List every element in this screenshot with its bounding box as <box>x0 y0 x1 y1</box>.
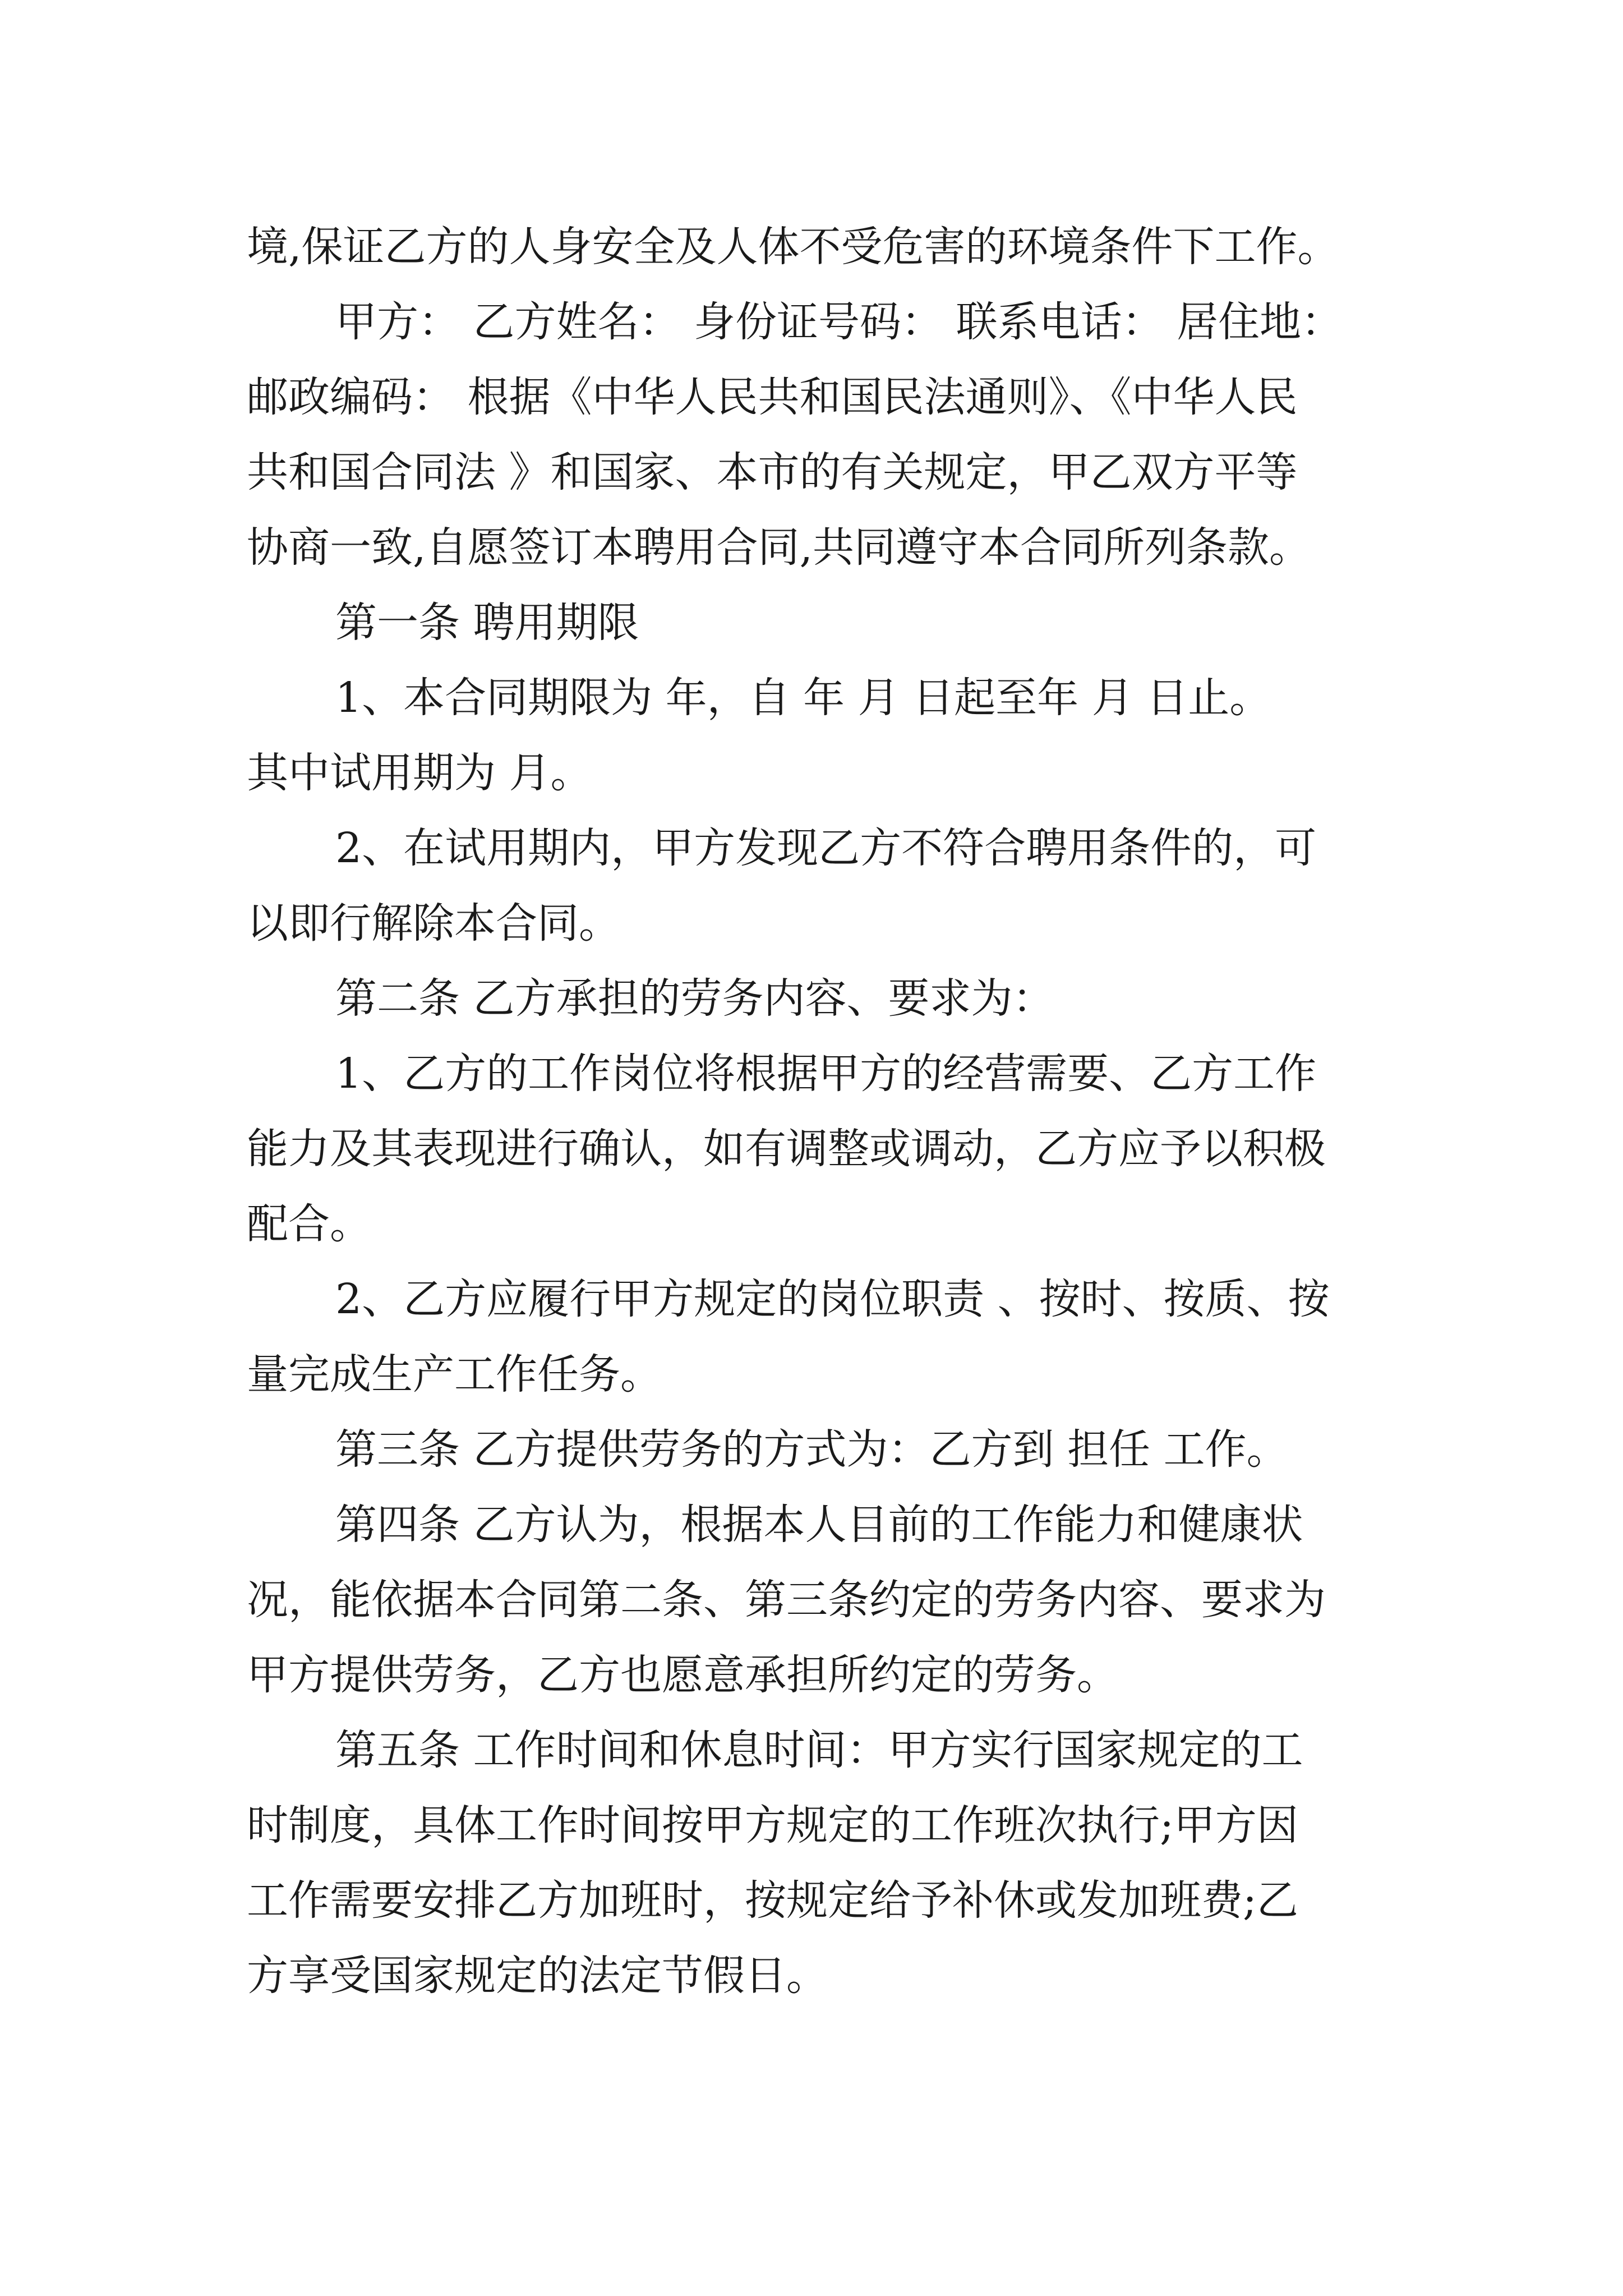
text-line: 工作需要安排乙方加班时，按规定给予补休或发加班费;乙 <box>247 1876 1298 1925</box>
text-line: 以即行解除本合同。 <box>247 899 620 947</box>
text-line: 第一条 聘用期限 <box>335 599 639 647</box>
text-line: 第二条 乙方承担的劳务内容、要求为： <box>335 974 1054 1023</box>
text-line: 1、本合同期限为 年，自 年 月 日起至年 月 日止。 <box>335 674 1271 722</box>
text-line: 共和国合同法 》和国家、本市的有关规定，甲乙双方平等 <box>247 448 1298 496</box>
text-line: 配合。 <box>247 1200 371 1248</box>
text-line: 第四条 乙方认为，根据本人目前的工作能力和健康状 <box>335 1501 1303 1549</box>
text-line: 2、乙方应履行甲方规定的岗位职责 、按时、按质、按 <box>335 1275 1330 1323</box>
text-line: 方享受国家规定的法定节假日。 <box>247 1952 828 2000</box>
text-line: 境,保证乙方的人身安全及人体不受危害的环境条件下工作。 <box>247 223 1339 271</box>
text-line: 1、乙方的工作岗位将根据甲方的经营需要、乙方工作 <box>335 1050 1317 1098</box>
text-line: 甲方： 乙方姓名： 身份证号码： 联系电话： 居住地： <box>335 298 1343 346</box>
text-line: 第三条 乙方提供劳务的方式为：乙方到 担任 工作。 <box>335 1425 1288 1474</box>
text-line: 协商一致,自愿签订本聘用合同,共同遵守本合同所列条款。 <box>247 523 1311 572</box>
text-line: 第五条 工作时间和休息时间：甲方实行国家规定的工 <box>335 1726 1303 1774</box>
text-line: 时制度，具体工作时间按甲方规定的工作班次执行;甲方因 <box>247 1801 1298 1849</box>
text-line: 甲方提供劳务，乙方也愿意承担所约定的劳务。 <box>247 1651 1118 1699</box>
text-line: 2、在试用期内，甲方发现乙方不符合聘用条件的，可 <box>335 824 1317 872</box>
text-line: 其中试用期为 月。 <box>247 749 592 797</box>
text-line: 量完成生产工作任务。 <box>247 1350 662 1398</box>
text-line: 能力及其表现进行确认，如有调整或调动，乙方应予以积极 <box>247 1125 1326 1173</box>
text-line: 况，能依据本合同第二条、第三条约定的劳务内容、要求为 <box>247 1576 1326 1624</box>
text-line: 邮政编码： 根据《中华人民共和国民法通则》、《中华人民 <box>247 373 1298 421</box>
